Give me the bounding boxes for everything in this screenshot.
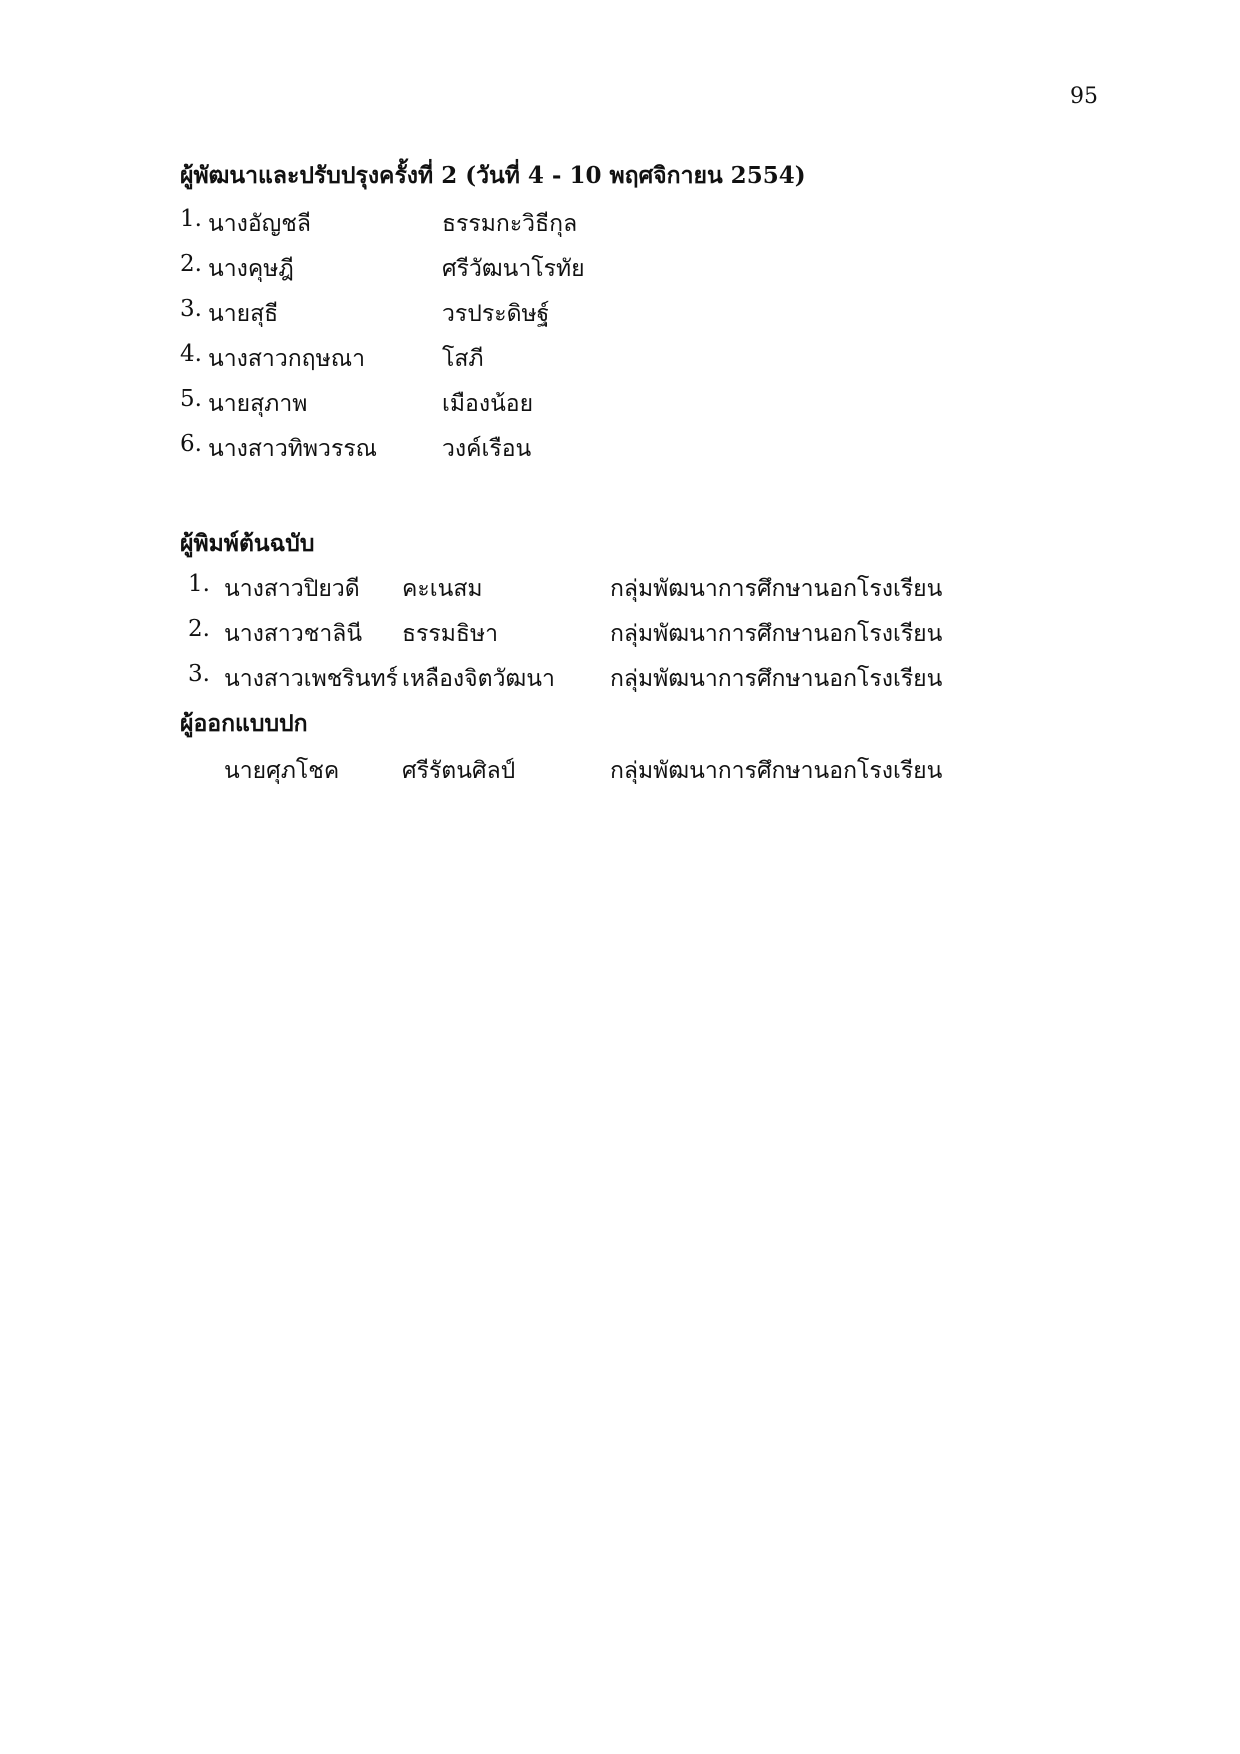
section-title-cover-designer: ผู้ออกแบบปก xyxy=(180,710,308,737)
person-organization: กลุ่มพัฒนาการศึกษานอกโรงเรียน xyxy=(610,758,943,784)
item-number: 5. xyxy=(180,386,202,412)
item-number: 1. xyxy=(180,206,202,232)
person-organization: กลุ่มพัฒนาการศึกษานอกโรงเรียน xyxy=(610,666,943,692)
person-name: นางสาวกฤษณา xyxy=(208,346,366,372)
person-name: นายสุธี xyxy=(208,301,279,327)
person-name: นางอัญชลี xyxy=(208,211,311,237)
page-number: 95 xyxy=(1070,84,1098,109)
person-surname: วรประดิษฐ์ xyxy=(442,301,550,327)
item-number: 2. xyxy=(180,251,202,277)
person-name: นางสาวชาลินี xyxy=(224,621,363,647)
section-title-developers: ผู้พัฒนาและปรับปรุงครั้งที่ 2 (วันที่ 4 - 10 พฤศจิกายน 2554) xyxy=(180,162,806,189)
item-number: 2. xyxy=(188,616,210,642)
person-surname: ธรรมกะวิธีกุล xyxy=(442,211,578,237)
person-name: นางสาวทิพวรรณ xyxy=(208,436,378,462)
person-surname: ศรีวัฒนาโรทัย xyxy=(442,256,585,282)
person-surname: โสภี xyxy=(442,346,484,372)
person-surname: วงค์เรือน xyxy=(442,436,532,462)
person-surname: ศรีรัตนศิลป์ xyxy=(402,758,516,784)
person-name: นางสาวปิยวดี xyxy=(224,576,360,602)
person-surname: เมืองน้อย xyxy=(442,391,534,417)
item-number: 6. xyxy=(180,431,202,457)
person-name: นางสาวเพชรินทร์ xyxy=(224,666,398,692)
person-organization: กลุ่มพัฒนาการศึกษานอกโรงเรียน xyxy=(610,576,943,602)
section-title-typists: ผู้พิมพ์ต้นฉบับ xyxy=(180,530,315,557)
person-surname: คะเนสม xyxy=(402,576,483,602)
person-surname: เหลืองจิตวัฒนา xyxy=(402,666,555,692)
person-name: นางคุษฎี xyxy=(208,256,294,282)
item-number: 4. xyxy=(180,341,202,367)
item-number: 3. xyxy=(188,661,210,687)
person-organization: กลุ่มพัฒนาการศึกษานอกโรงเรียน xyxy=(610,621,943,647)
person-name: นายศุภโชค xyxy=(224,758,340,784)
item-number: 3. xyxy=(180,296,202,322)
item-number: 1. xyxy=(188,571,210,597)
person-surname: ธรรมธิษา xyxy=(402,621,499,647)
person-name: นายสุภาพ xyxy=(208,391,308,417)
